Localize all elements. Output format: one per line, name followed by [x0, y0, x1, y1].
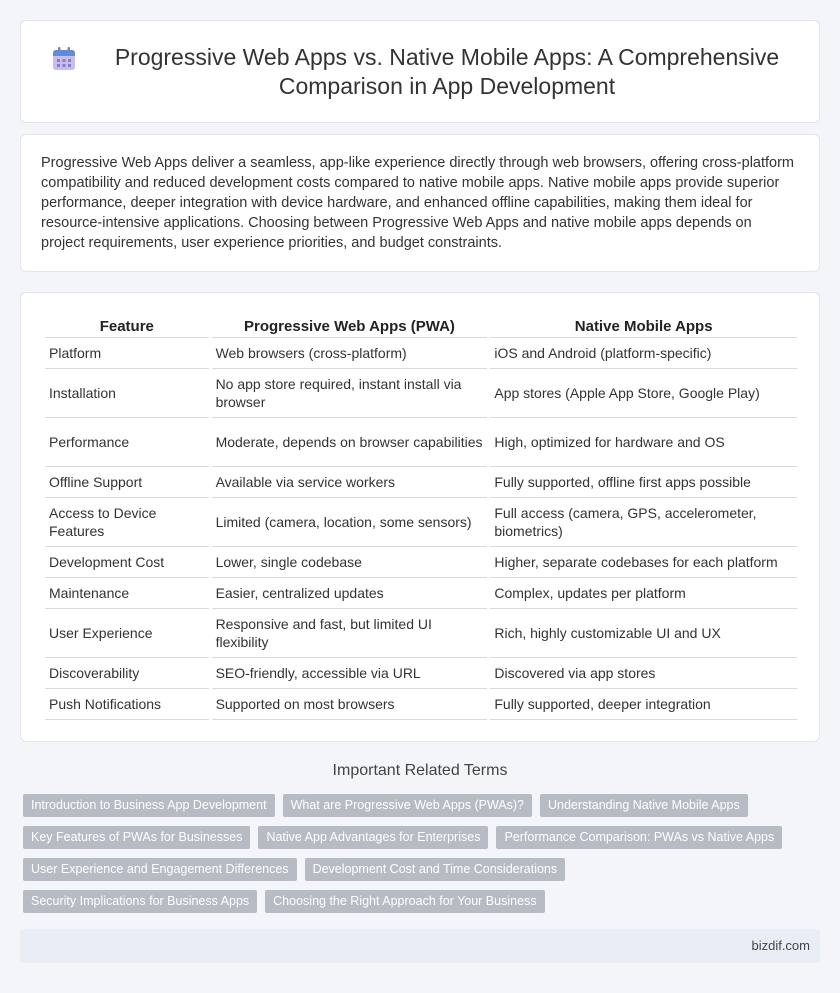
cell-pwa: Responsive and fast, but limited UI flexibility	[212, 609, 488, 658]
cell-native: Fully supported, deeper integration	[490, 689, 797, 720]
intro-card	[20, 134, 820, 272]
table-row	[45, 418, 797, 467]
table-row	[45, 689, 797, 720]
cell-feature: Offline Support	[45, 467, 209, 498]
related-terms-list	[23, 794, 803, 913]
cell-pwa: No app store required, instant install via browser	[212, 369, 488, 418]
comparison-table	[42, 315, 800, 720]
cell-native: App stores (Apple App Store, Google Play)	[490, 369, 797, 418]
related-term-link[interactable]: Understanding Native Mobile Apps	[540, 794, 748, 817]
cell-feature: Platform	[45, 338, 209, 369]
comparison-table-card	[20, 292, 820, 742]
related-term-link[interactable]: Choosing the Right Approach for Your Business	[265, 890, 544, 913]
cell-native: Rich, highly customizable UI and UX	[490, 609, 797, 658]
related-term-link[interactable]: Development Cost and Time Considerations	[305, 858, 566, 881]
table-header-row	[45, 315, 797, 338]
table-row	[45, 658, 797, 689]
footer	[20, 929, 820, 963]
page-title: Progressive Web Apps vs. Native Mobile Apps: A Comprehensive Comparison in App Development	[114, 44, 780, 99]
cell-pwa: Moderate, depends on browser capabilities	[212, 418, 488, 467]
header-native: Native Mobile Apps	[490, 315, 797, 338]
cell-pwa: Limited (camera, location, some sensors)	[212, 498, 488, 547]
related-term-link[interactable]: Native App Advantages for Enterprises	[258, 826, 488, 849]
related-term-link[interactable]: User Experience and Engagement Differences	[23, 858, 297, 881]
cell-native: iOS and Android (platform-specific)	[490, 338, 797, 369]
cell-pwa: Lower, single codebase	[212, 547, 488, 578]
calendar-icon	[51, 46, 77, 72]
cell-pwa: Easier, centralized updates	[212, 578, 488, 609]
related-term-link[interactable]: Key Features of PWAs for Businesses	[23, 826, 250, 849]
footer-site-link[interactable]: bizdif.com	[751, 938, 810, 953]
cell-feature: Push Notifications	[45, 689, 209, 720]
cell-native: High, optimized for hardware and OS	[490, 418, 797, 467]
table-row	[45, 547, 797, 578]
header-feature: Feature	[45, 315, 209, 338]
related-term-link[interactable]: Introduction to Business App Development	[23, 794, 275, 817]
cell-native: Full access (camera, GPS, accelerometer, biometrics)	[490, 498, 797, 547]
table-row	[45, 338, 797, 369]
cell-pwa: Supported on most browsers	[212, 689, 488, 720]
table-row	[45, 369, 797, 418]
cell-feature: Installation	[45, 369, 209, 418]
cell-feature: Maintenance	[45, 578, 209, 609]
cell-native: Discovered via app stores	[490, 658, 797, 689]
cell-feature: Discoverability	[45, 658, 209, 689]
cell-native: Higher, separate codebases for each platform	[490, 547, 797, 578]
cell-feature: Performance	[45, 418, 209, 467]
header-pwa: Progressive Web Apps (PWA)	[212, 315, 488, 338]
table-row	[45, 609, 797, 658]
cell-native: Complex, updates per platform	[490, 578, 797, 609]
related-terms-heading: Important Related Terms	[332, 762, 508, 779]
header-card	[20, 20, 820, 123]
cell-native: Fully supported, offline first apps possible	[490, 467, 797, 498]
intro-paragraph: Progressive Web Apps deliver a seamless, app-like experience directly through web browsers, offering cross-platform compatibility and reduced development costs compared to native mobile apps. Native mobile apps provide superior performance, deeper integration with device hardware, and enhanced offline capabilities, making them ideal for resource-intensive applications. Choosing between Progressive Web Apps and native mobile apps depends on project requirements, user experience priorities, and budget constraints.	[41, 155, 795, 251]
cell-pwa: Available via service workers	[212, 467, 488, 498]
related-term-link[interactable]: Performance Comparison: PWAs vs Native Apps	[496, 826, 782, 849]
cell-pwa: SEO-friendly, accessible via URL	[212, 658, 488, 689]
table-row	[45, 467, 797, 498]
cell-feature: User Experience	[45, 609, 209, 658]
cell-feature: Access to Device Features	[45, 498, 209, 547]
related-term-link[interactable]: Security Implications for Business Apps	[23, 890, 257, 913]
table-row	[45, 578, 797, 609]
cell-feature: Development Cost	[45, 547, 209, 578]
header	[51, 43, 799, 101]
related-term-link[interactable]: What are Progressive Web Apps (PWAs)?	[283, 794, 532, 817]
cell-pwa: Web browsers (cross-platform)	[212, 338, 488, 369]
table-row	[45, 498, 797, 547]
